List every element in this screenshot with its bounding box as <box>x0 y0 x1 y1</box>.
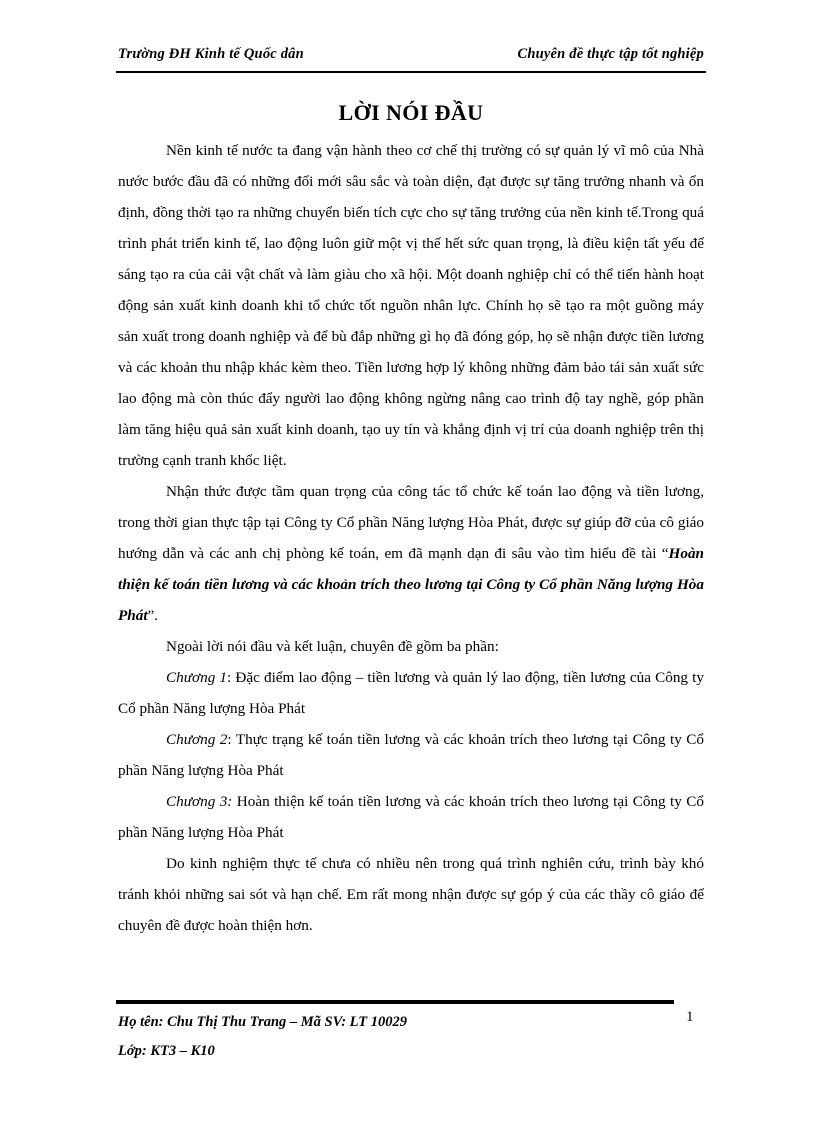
footer-class-info: Lớp: KT3 – K10 <box>118 1043 215 1059</box>
running-header <box>118 46 704 63</box>
page-title: LỜI NÓI ĐẦU <box>338 100 484 125</box>
chapter-1-label: Chương 1 <box>166 669 228 686</box>
header-university-name: Trường ĐH Kinh tế Quốc dân <box>118 46 304 62</box>
paragraph-closing-remarks: Do kinh nghiệm thực tế chưa có nhiều nên trong quá trình nghiên cứu, trình bày khó tránh khỏi những sai sót và hạn chế. Em rất mong nhận được sự góp ý của các thầy cô giáo để chuyên đề được hoàn thiện hơn. <box>118 855 704 934</box>
chapter-2-label: Chương 2 <box>166 731 228 748</box>
topic-tail-text: ”. <box>147 607 159 624</box>
header-divider-rule <box>116 71 706 73</box>
footer-divider-rule <box>116 1000 674 1004</box>
thesis-topic-title: Hoàn thiện kế toán tiền lương và các khoản trích theo lương tại Công ty Cổ phần Năng lượng Hòa Phát <box>118 545 704 624</box>
chapter-1-text: : Đặc điểm lao động – tiền lương và quản lý lao động, tiền lương của Công ty Cổ phần Năng lượng Hòa Phát <box>118 669 704 717</box>
paragraph-topic-statement <box>118 476 704 631</box>
chapter-2-text: : Thực trạng kế toán tiền lương và các khoản trích theo lương tại Công ty Cổ phần Năng lượng Hòa Phát <box>118 731 704 779</box>
chapter-entry-2 <box>118 724 704 786</box>
paragraph-introduction: Nền kinh tế nước ta đang vận hành theo cơ chế thị trường có sự quản lý vĩ mô của Nhà nước bước đầu đã có những đổi mới sâu sắc và toàn diện, đạt được sự tăng trưởng nhanh và ổn định, đồng thời tạo ra những chuyển biến tích cực cho sự tăng trưởng của nền kinh tế.Trong quá trình phát triển kinh tế, lao động luôn giữ một vị thế hết sức quan trọng, là điều kiện tất yếu để sáng tạo ra của cải vật chất và làm giàu cho xã hội. Một doanh nghiệp chỉ có thể tiến hành hoạt động sản xuất kinh doanh khi tổ chức tốt nguồn nhân lực. Chính họ sẽ tạo ra một guồng máy sản xuất trong doanh nghiệp và để bù đắp những gì họ đã đóng góp, họ sẽ nhận được tiền lương và các khoản thu nhập khác kèm theo. Tiền lương hợp lý không những đảm bảo tái sản xuất sức lao động mà còn thúc đẩy người lao động không ngừng nâng cao trình độ tay nghề, góp phần làm tăng hiệu quả sản xuất kinh doanh, tạo uy tín và khẳng định vị trí của doanh nghiệp trên thị trường cạnh tranh khốc liệt. <box>118 142 704 469</box>
page-number: 1 <box>686 1009 694 1025</box>
running-footer <box>118 1008 704 1066</box>
footer-student-info: Họ tên: Chu Thị Thu Trang – Mã SV: LT 10029 <box>118 1014 407 1030</box>
chapter-entry-3 <box>118 786 704 848</box>
chapter-3-label: Chương 3: <box>166 793 233 810</box>
paragraph-structure-intro: Ngoài lời nói đầu và kết luận, chuyên đề gồm ba phần: <box>166 638 499 655</box>
document-body <box>118 135 704 941</box>
topic-lead-text: Nhận thức được tầm quan trọng của công tác tổ chức kế toán lao động và tiền lương, trong thời gian thực tập tại Công ty Cổ phần Năng lượng Hòa Phát, được sự giúp đỡ của cô giáo hướng dẫn và các anh chị phòng kế toán, em đã mạnh dạn đi sâu vào tìm hiểu đề tài “ <box>118 483 704 562</box>
chapter-3-text: Hoàn thiện kế toán tiền lương và các khoản trích theo lương tại Công ty Cổ phần Năng lượng Hòa Phát <box>118 793 704 841</box>
chapter-entry-1 <box>118 662 704 724</box>
header-document-type: Chuyên đề thực tập tốt nghiệp <box>517 46 704 62</box>
